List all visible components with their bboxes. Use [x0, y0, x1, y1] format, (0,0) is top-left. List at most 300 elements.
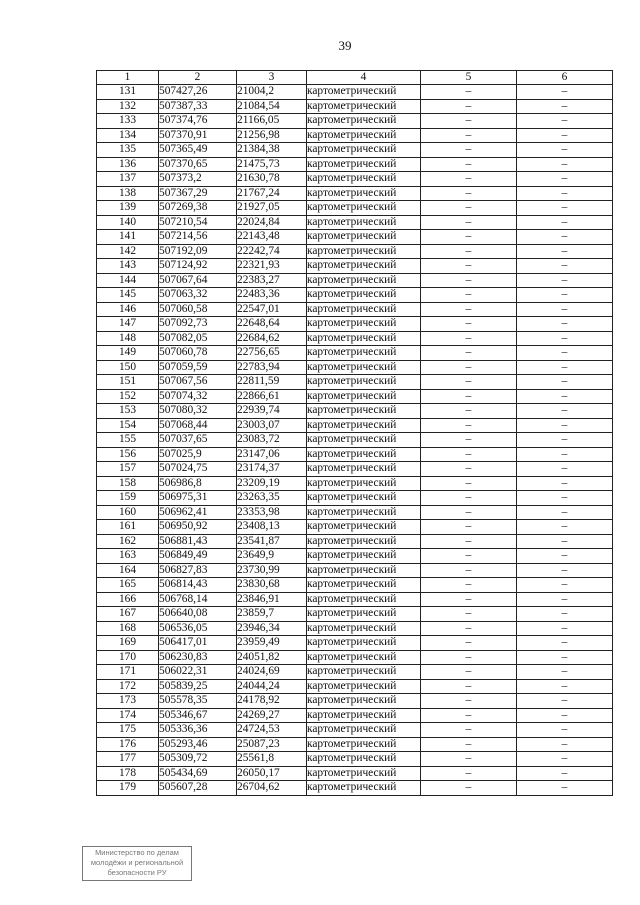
col5-cell: –: [421, 781, 517, 796]
point-number-cell: 145: [97, 288, 159, 303]
col5-cell: –: [421, 302, 517, 317]
table-row: [97, 708, 613, 723]
col6-cell: –: [517, 288, 613, 303]
col6-cell: –: [517, 244, 613, 259]
x-coordinate-cell: 505839,25: [159, 679, 237, 694]
col6-cell: –: [517, 607, 613, 622]
method-cell: картометрический: [307, 99, 421, 114]
y-coordinate-cell: 23946,34: [237, 621, 307, 636]
x-coordinate-cell: 506022,31: [159, 665, 237, 680]
col5-cell: –: [421, 99, 517, 114]
point-number-cell: 168: [97, 621, 159, 636]
point-number-cell: 166: [97, 592, 159, 607]
method-cell: картометрический: [307, 592, 421, 607]
point-number-cell: 146: [97, 302, 159, 317]
x-coordinate-cell: 507373,2: [159, 172, 237, 187]
table-row: [97, 505, 613, 520]
x-coordinate-cell: 507080,32: [159, 404, 237, 419]
y-coordinate-cell: 21166,05: [237, 114, 307, 129]
col6-cell: –: [517, 578, 613, 593]
col5-cell: –: [421, 694, 517, 709]
point-number-cell: 167: [97, 607, 159, 622]
x-coordinate-cell: 507214,56: [159, 230, 237, 245]
table-row: [97, 549, 613, 564]
table-row: [97, 578, 613, 593]
point-number-cell: 178: [97, 766, 159, 781]
x-coordinate-cell: 507059,59: [159, 360, 237, 375]
method-cell: картометрический: [307, 389, 421, 404]
table-row: [97, 433, 613, 448]
y-coordinate-cell: 22939,74: [237, 404, 307, 419]
col6-cell: –: [517, 99, 613, 114]
point-number-cell: 147: [97, 317, 159, 332]
point-number-cell: 154: [97, 418, 159, 433]
col6-cell: –: [517, 563, 613, 578]
method-cell: картометрический: [307, 708, 421, 723]
col5-cell: –: [421, 375, 517, 390]
col5-cell: –: [421, 331, 517, 346]
point-number-cell: 159: [97, 491, 159, 506]
method-cell: картометрический: [307, 172, 421, 187]
header-col-2: 2: [159, 71, 237, 85]
point-number-cell: 153: [97, 404, 159, 419]
col6-cell: –: [517, 404, 613, 419]
col5-cell: –: [421, 708, 517, 723]
col5-cell: –: [421, 752, 517, 767]
table-row: [97, 636, 613, 651]
col6-cell: –: [517, 679, 613, 694]
point-number-cell: 170: [97, 650, 159, 665]
table-row: [97, 462, 613, 477]
y-coordinate-cell: 24044,24: [237, 679, 307, 694]
x-coordinate-cell: 506417,01: [159, 636, 237, 651]
table-row: [97, 230, 613, 245]
header-col-3: 3: [237, 71, 307, 85]
x-coordinate-cell: 506986,8: [159, 476, 237, 491]
col6-cell: –: [517, 302, 613, 317]
method-cell: картометрический: [307, 230, 421, 245]
y-coordinate-cell: 25087,23: [237, 737, 307, 752]
point-number-cell: 137: [97, 172, 159, 187]
method-cell: картометрический: [307, 679, 421, 694]
point-number-cell: 169: [97, 636, 159, 651]
point-number-cell: 163: [97, 549, 159, 564]
y-coordinate-cell: 22483,36: [237, 288, 307, 303]
col5-cell: –: [421, 520, 517, 535]
table-header-row: [97, 71, 613, 85]
col5-cell: –: [421, 505, 517, 520]
col6-cell: –: [517, 694, 613, 709]
table-row: [97, 389, 613, 404]
x-coordinate-cell: 505578,35: [159, 694, 237, 709]
table-row: [97, 404, 613, 419]
coordinates-table: [96, 70, 613, 796]
y-coordinate-cell: 22783,94: [237, 360, 307, 375]
table-row: [97, 259, 613, 274]
table-row: [97, 723, 613, 738]
table-row: [97, 288, 613, 303]
x-coordinate-cell: 506827,83: [159, 563, 237, 578]
y-coordinate-cell: 22321,93: [237, 259, 307, 274]
y-coordinate-cell: 26050,17: [237, 766, 307, 781]
method-cell: картометрический: [307, 549, 421, 564]
col6-cell: –: [517, 476, 613, 491]
y-coordinate-cell: 23174,37: [237, 462, 307, 477]
x-coordinate-cell: 507024,75: [159, 462, 237, 477]
x-coordinate-cell: 507124,92: [159, 259, 237, 274]
method-cell: картометрический: [307, 766, 421, 781]
col6-cell: –: [517, 172, 613, 187]
col6-cell: –: [517, 636, 613, 651]
method-cell: картометрический: [307, 244, 421, 259]
x-coordinate-cell: 507269,38: [159, 201, 237, 216]
y-coordinate-cell: 23649,9: [237, 549, 307, 564]
method-cell: картометрический: [307, 621, 421, 636]
col5-cell: –: [421, 273, 517, 288]
table-row: [97, 737, 613, 752]
point-number-cell: 158: [97, 476, 159, 491]
header-col-4: 4: [307, 71, 421, 85]
col5-cell: –: [421, 636, 517, 651]
y-coordinate-cell: 23730,99: [237, 563, 307, 578]
point-number-cell: 139: [97, 201, 159, 216]
point-number-cell: 177: [97, 752, 159, 767]
col6-cell: –: [517, 360, 613, 375]
x-coordinate-cell: 507192,09: [159, 244, 237, 259]
y-coordinate-cell: 22756,65: [237, 346, 307, 361]
page-number: 39: [338, 38, 352, 53]
table-row: [97, 781, 613, 796]
col5-cell: –: [421, 447, 517, 462]
x-coordinate-cell: 507365,49: [159, 143, 237, 158]
method-cell: картометрический: [307, 346, 421, 361]
x-coordinate-cell: 506975,31: [159, 491, 237, 506]
method-cell: картометрический: [307, 317, 421, 332]
x-coordinate-cell: 507037,65: [159, 433, 237, 448]
col6-cell: –: [517, 433, 613, 448]
table-row: [97, 302, 613, 317]
y-coordinate-cell: 21927,05: [237, 201, 307, 216]
header-col-6: 6: [517, 71, 613, 85]
y-coordinate-cell: 23830,68: [237, 578, 307, 593]
x-coordinate-cell: 507210,54: [159, 215, 237, 230]
y-coordinate-cell: 23408,13: [237, 520, 307, 535]
method-cell: картометрический: [307, 505, 421, 520]
x-coordinate-cell: 507082,05: [159, 331, 237, 346]
table-row: [97, 766, 613, 781]
point-number-cell: 155: [97, 433, 159, 448]
y-coordinate-cell: 23353,98: [237, 505, 307, 520]
x-coordinate-cell: 506536,05: [159, 621, 237, 636]
col6-cell: –: [517, 447, 613, 462]
col6-cell: –: [517, 114, 613, 129]
table-row: [97, 157, 613, 172]
col6-cell: –: [517, 650, 613, 665]
method-cell: картометрический: [307, 491, 421, 506]
method-cell: картометрический: [307, 447, 421, 462]
col5-cell: –: [421, 157, 517, 172]
table-row: [97, 244, 613, 259]
col6-cell: –: [517, 534, 613, 549]
point-number-cell: 174: [97, 708, 159, 723]
col6-cell: –: [517, 273, 613, 288]
table-row: [97, 143, 613, 158]
x-coordinate-cell: 505336,36: [159, 723, 237, 738]
method-cell: картометрический: [307, 259, 421, 274]
col6-cell: –: [517, 491, 613, 506]
col6-cell: –: [517, 766, 613, 781]
point-number-cell: 161: [97, 520, 159, 535]
table-row: [97, 665, 613, 680]
x-coordinate-cell: 507370,65: [159, 157, 237, 172]
col5-cell: –: [421, 592, 517, 607]
y-coordinate-cell: 22383,27: [237, 273, 307, 288]
method-cell: картометрический: [307, 781, 421, 796]
col5-cell: –: [421, 737, 517, 752]
table-body: [97, 85, 613, 796]
point-number-cell: 132: [97, 99, 159, 114]
table-row: [97, 128, 613, 143]
method-cell: картометрический: [307, 157, 421, 172]
table-row: [97, 360, 613, 375]
x-coordinate-cell: 507427,26: [159, 85, 237, 100]
point-number-cell: 138: [97, 186, 159, 201]
x-coordinate-cell: 506962,41: [159, 505, 237, 520]
table-row: [97, 418, 613, 433]
y-coordinate-cell: 21630,78: [237, 172, 307, 187]
table-row: [97, 99, 613, 114]
col6-cell: –: [517, 331, 613, 346]
y-coordinate-cell: 21256,98: [237, 128, 307, 143]
table-row: [97, 215, 613, 230]
col5-cell: –: [421, 172, 517, 187]
col5-cell: –: [421, 433, 517, 448]
point-number-cell: 152: [97, 389, 159, 404]
stamp-line: молодёжи и региональной: [90, 858, 184, 867]
col5-cell: –: [421, 201, 517, 216]
method-cell: картометрический: [307, 360, 421, 375]
col6-cell: –: [517, 723, 613, 738]
point-number-cell: 162: [97, 534, 159, 549]
col6-cell: –: [517, 201, 613, 216]
col6-cell: –: [517, 128, 613, 143]
col5-cell: –: [421, 621, 517, 636]
table-row: [97, 114, 613, 129]
col5-cell: –: [421, 679, 517, 694]
x-coordinate-cell: 507025,9: [159, 447, 237, 462]
point-number-cell: 175: [97, 723, 159, 738]
table-row: [97, 592, 613, 607]
method-cell: картометрический: [307, 476, 421, 491]
method-cell: картометрический: [307, 128, 421, 143]
col6-cell: –: [517, 375, 613, 390]
method-cell: картометрический: [307, 186, 421, 201]
point-number-cell: 141: [97, 230, 159, 245]
point-number-cell: 165: [97, 578, 159, 593]
point-number-cell: 143: [97, 259, 159, 274]
x-coordinate-cell: 507067,64: [159, 273, 237, 288]
method-cell: картометрический: [307, 302, 421, 317]
y-coordinate-cell: 21475,73: [237, 157, 307, 172]
col5-cell: –: [421, 143, 517, 158]
stamp-line: Министерство по делам: [95, 848, 179, 857]
y-coordinate-cell: 25561,8: [237, 752, 307, 767]
method-cell: картометрический: [307, 201, 421, 216]
col6-cell: –: [517, 215, 613, 230]
y-coordinate-cell: 23959,49: [237, 636, 307, 651]
table-row: [97, 607, 613, 622]
point-number-cell: 144: [97, 273, 159, 288]
col5-cell: –: [421, 317, 517, 332]
method-cell: картометрический: [307, 215, 421, 230]
method-cell: картометрический: [307, 114, 421, 129]
col6-cell: –: [517, 462, 613, 477]
point-number-cell: 149: [97, 346, 159, 361]
col5-cell: –: [421, 766, 517, 781]
y-coordinate-cell: 26704,62: [237, 781, 307, 796]
method-cell: картометрический: [307, 607, 421, 622]
registration-stamp: [82, 846, 192, 881]
x-coordinate-cell: 506814,43: [159, 578, 237, 593]
method-cell: картометрический: [307, 418, 421, 433]
table-row: [97, 694, 613, 709]
x-coordinate-cell: 506881,43: [159, 534, 237, 549]
col5-cell: –: [421, 128, 517, 143]
y-coordinate-cell: 23541,87: [237, 534, 307, 549]
x-coordinate-cell: 507060,78: [159, 346, 237, 361]
point-number-cell: 171: [97, 665, 159, 680]
col6-cell: –: [517, 505, 613, 520]
col5-cell: –: [421, 534, 517, 549]
header-col-5: 5: [421, 71, 517, 85]
col5-cell: –: [421, 215, 517, 230]
y-coordinate-cell: 24051,82: [237, 650, 307, 665]
table-row: [97, 273, 613, 288]
x-coordinate-cell: 507060,58: [159, 302, 237, 317]
col5-cell: –: [421, 650, 517, 665]
table-row: [97, 201, 613, 216]
table-row: [97, 375, 613, 390]
col6-cell: –: [517, 143, 613, 158]
x-coordinate-cell: 506640,08: [159, 607, 237, 622]
col6-cell: –: [517, 549, 613, 564]
table-row: [97, 650, 613, 665]
point-number-cell: 142: [97, 244, 159, 259]
col5-cell: –: [421, 418, 517, 433]
method-cell: картометрический: [307, 273, 421, 288]
col6-cell: –: [517, 186, 613, 201]
col5-cell: –: [421, 346, 517, 361]
col6-cell: –: [517, 621, 613, 636]
table-row: [97, 447, 613, 462]
point-number-cell: 156: [97, 447, 159, 462]
col5-cell: –: [421, 476, 517, 491]
table-row: [97, 621, 613, 636]
col5-cell: –: [421, 259, 517, 274]
y-coordinate-cell: 22866,61: [237, 389, 307, 404]
y-coordinate-cell: 22242,74: [237, 244, 307, 259]
point-number-cell: 134: [97, 128, 159, 143]
x-coordinate-cell: 506849,49: [159, 549, 237, 564]
method-cell: картометрический: [307, 563, 421, 578]
y-coordinate-cell: 23147,06: [237, 447, 307, 462]
col5-cell: –: [421, 549, 517, 564]
method-cell: картометрический: [307, 331, 421, 346]
method-cell: картометрический: [307, 534, 421, 549]
col6-cell: –: [517, 230, 613, 245]
y-coordinate-cell: 21084,54: [237, 99, 307, 114]
col5-cell: –: [421, 578, 517, 593]
table-row: [97, 331, 613, 346]
col6-cell: –: [517, 317, 613, 332]
y-coordinate-cell: 22648,64: [237, 317, 307, 332]
table-row: [97, 85, 613, 100]
col5-cell: –: [421, 389, 517, 404]
col6-cell: –: [517, 157, 613, 172]
x-coordinate-cell: 507068,44: [159, 418, 237, 433]
table-row: [97, 520, 613, 535]
col5-cell: –: [421, 563, 517, 578]
col5-cell: –: [421, 462, 517, 477]
point-number-cell: 179: [97, 781, 159, 796]
col5-cell: –: [421, 230, 517, 245]
table-row: [97, 186, 613, 201]
x-coordinate-cell: 507092,73: [159, 317, 237, 332]
method-cell: картометрический: [307, 375, 421, 390]
x-coordinate-cell: 507367,29: [159, 186, 237, 201]
col5-cell: –: [421, 85, 517, 100]
point-number-cell: 164: [97, 563, 159, 578]
col6-cell: –: [517, 781, 613, 796]
col6-cell: –: [517, 665, 613, 680]
point-number-cell: 151: [97, 375, 159, 390]
table-row: [97, 563, 613, 578]
table-row: [97, 476, 613, 491]
x-coordinate-cell: 506950,92: [159, 520, 237, 535]
col6-cell: –: [517, 346, 613, 361]
col5-cell: –: [421, 665, 517, 680]
col6-cell: –: [517, 418, 613, 433]
y-coordinate-cell: 21384,38: [237, 143, 307, 158]
table-row: [97, 534, 613, 549]
point-number-cell: 131: [97, 85, 159, 100]
point-number-cell: 150: [97, 360, 159, 375]
col6-cell: –: [517, 592, 613, 607]
x-coordinate-cell: 507387,33: [159, 99, 237, 114]
method-cell: картометрический: [307, 636, 421, 651]
y-coordinate-cell: 22811,59: [237, 375, 307, 390]
col6-cell: –: [517, 737, 613, 752]
col6-cell: –: [517, 752, 613, 767]
col5-cell: –: [421, 288, 517, 303]
col5-cell: –: [421, 723, 517, 738]
method-cell: картометрический: [307, 85, 421, 100]
x-coordinate-cell: 506230,83: [159, 650, 237, 665]
point-number-cell: 133: [97, 114, 159, 129]
col5-cell: –: [421, 244, 517, 259]
x-coordinate-cell: 507074,32: [159, 389, 237, 404]
method-cell: картометрический: [307, 665, 421, 680]
y-coordinate-cell: 24724,53: [237, 723, 307, 738]
col5-cell: –: [421, 114, 517, 129]
stamp-line: безопасности РУ: [107, 868, 167, 877]
col6-cell: –: [517, 520, 613, 535]
method-cell: картометрический: [307, 723, 421, 738]
y-coordinate-cell: 23209,19: [237, 476, 307, 491]
table-row: [97, 752, 613, 767]
table-row: [97, 172, 613, 187]
x-coordinate-cell: 507067,56: [159, 375, 237, 390]
